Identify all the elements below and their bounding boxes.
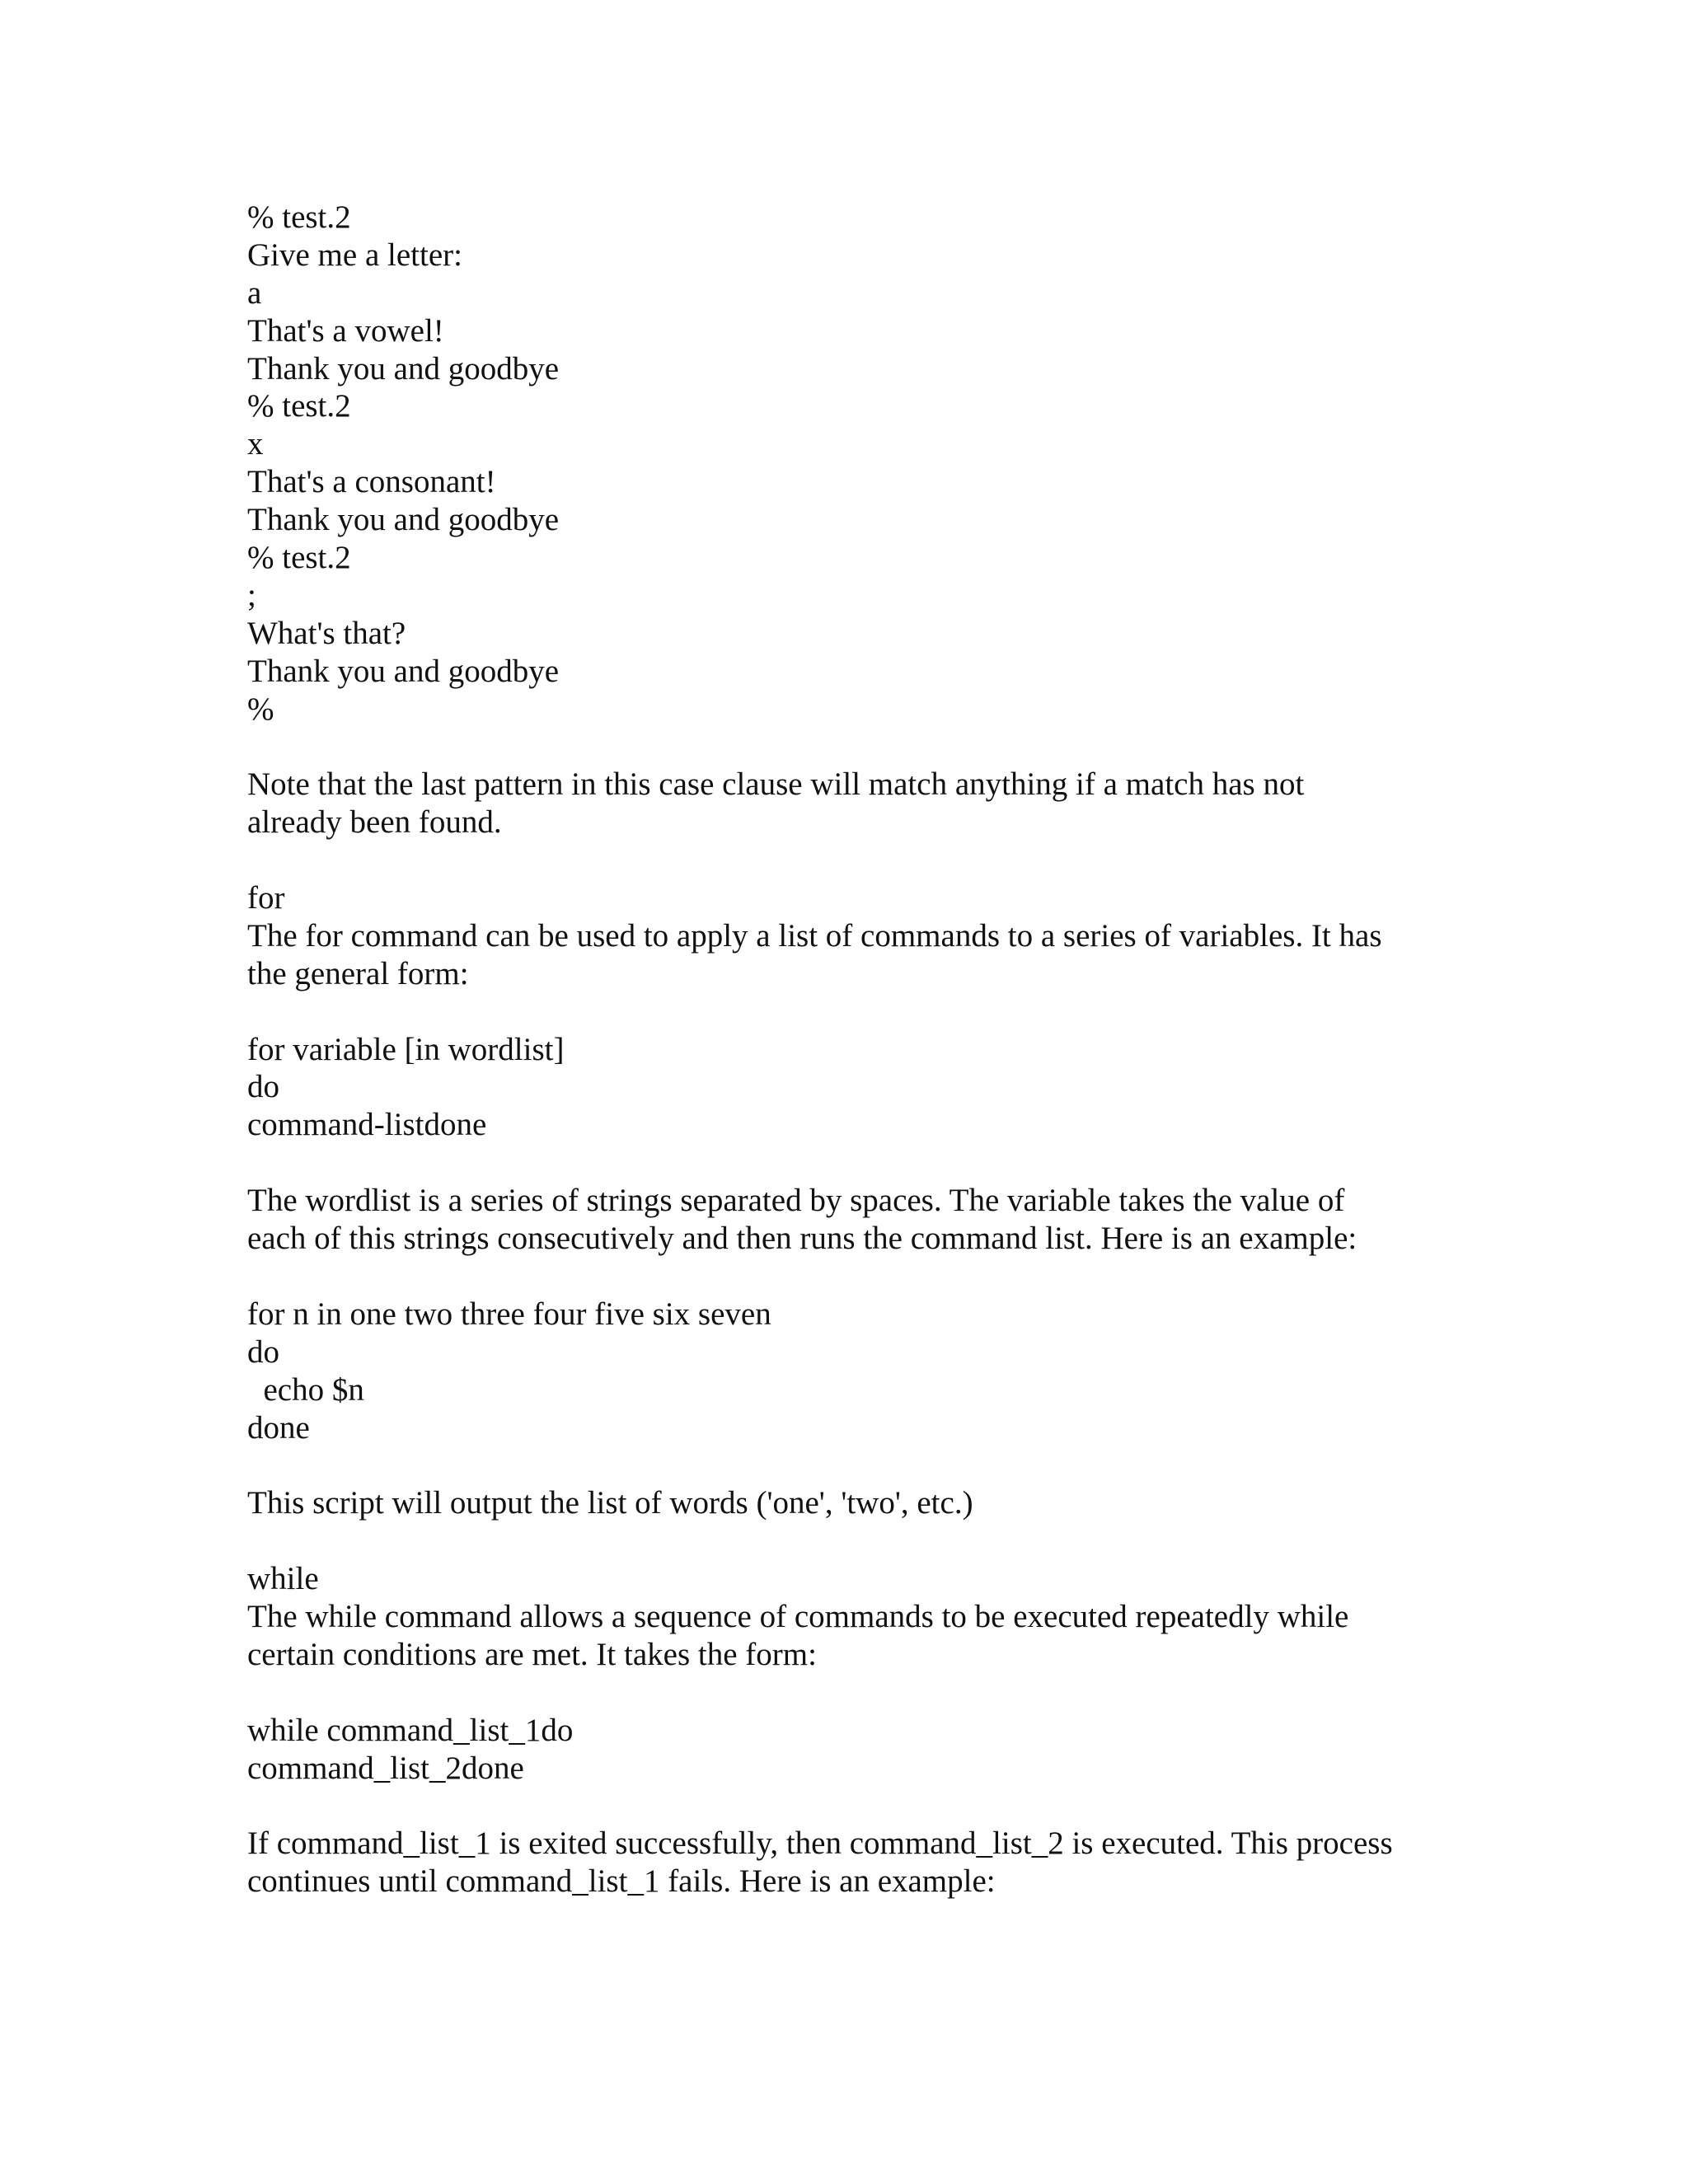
text-line: the general form: (247, 955, 469, 991)
blank-line (247, 841, 1533, 879)
text-line: command_list_2done (247, 1750, 524, 1786)
text-line: This script will output the list of words ('one', 'two', etc.) (247, 1485, 973, 1521)
text-line: continues until command_list_1 fails. Here is an example: (247, 1863, 996, 1900)
document-body (247, 199, 1533, 1900)
blank-line (247, 728, 1533, 766)
text-line: The while command allows a sequence of commands to be executed repeatedly while (247, 1598, 1349, 1634)
text-line: do (247, 1069, 279, 1105)
text-line: Note that the last pattern in this case clause will match anything if a match has not (247, 766, 1305, 803)
text-line: for (247, 880, 285, 916)
text-line: echo $n (247, 1371, 364, 1408)
blank-line (247, 1674, 1533, 1712)
text-line: do (247, 1333, 279, 1370)
text-line: each of this strings consecutively and then runs the command list. Here is an example: (247, 1221, 1357, 1257)
text-line: Give me a letter: (247, 237, 462, 273)
text-line: What's that? (247, 615, 406, 651)
text-line: That's a consonant! (247, 464, 496, 500)
text-line: certain conditions are met. It takes the form: (247, 1636, 817, 1672)
text-line: a (247, 274, 262, 311)
text-line: Thank you and goodbye (247, 653, 560, 689)
text-line: % test.2 (247, 199, 351, 235)
text-line: x (247, 426, 264, 462)
text-line: Thank you and goodbye (247, 350, 560, 387)
blank-line (247, 1522, 1533, 1560)
blank-line (247, 1258, 1533, 1296)
text-line: ; (247, 577, 256, 613)
blank-line (247, 993, 1533, 1031)
text-line: Thank you and goodbye (247, 502, 560, 538)
text-line: If command_list_1 is exited successfully, then command_list_2 is executed. This process (247, 1825, 1393, 1862)
text-line: % (247, 691, 274, 727)
text-line: The wordlist is a series of strings separated by spaces. The variable takes the value of (247, 1183, 1345, 1219)
text-line: That's a vowel! (247, 312, 444, 349)
text-line: % test.2 (247, 388, 351, 424)
text-line: for n in one two three four five six seven (247, 1296, 771, 1332)
blank-line (247, 1787, 1533, 1825)
text-line: while command_list_1do (247, 1712, 574, 1748)
text-line: % test.2 (247, 540, 351, 576)
blank-line (247, 1446, 1533, 1484)
text-line: for variable [in wordlist] (247, 1031, 565, 1067)
text-line: done (247, 1409, 310, 1446)
text-line: command-listdone (247, 1107, 487, 1143)
blank-line (247, 1144, 1533, 1182)
text-line: The for command can be used to apply a list of commands to a series of variables. It has (247, 917, 1382, 954)
text-line: already been found. (247, 804, 502, 841)
text-line: while (247, 1561, 319, 1597)
